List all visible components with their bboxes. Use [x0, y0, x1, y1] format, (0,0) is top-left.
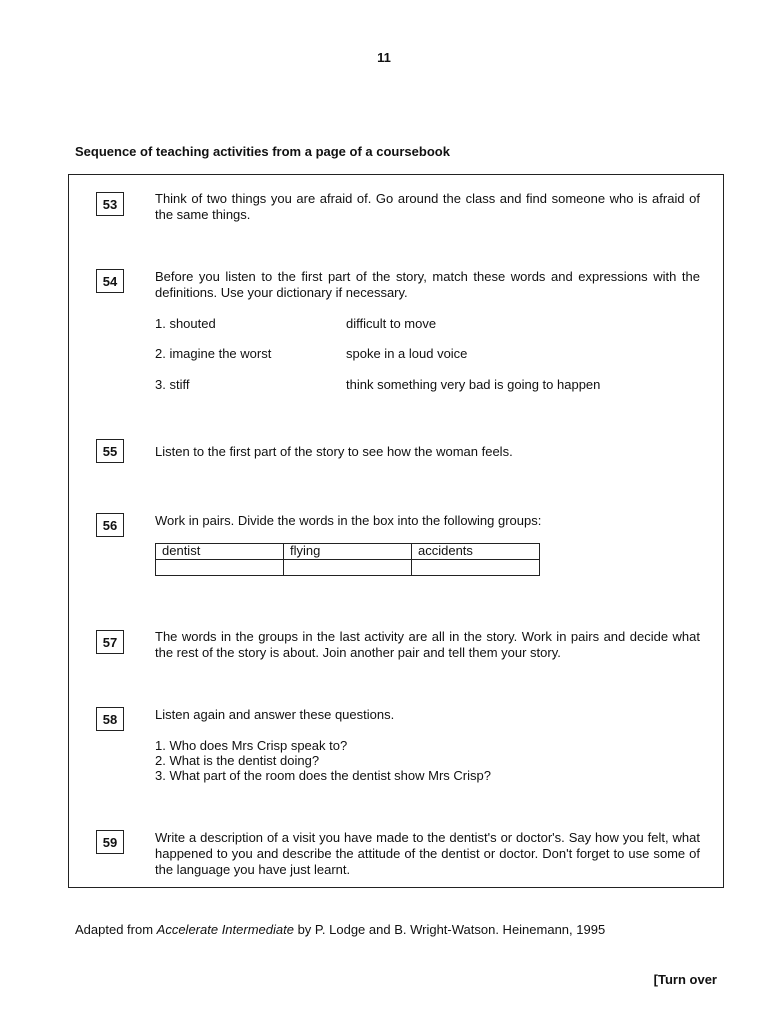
activity-57-instruction: The words in the groups in the last activity are all in the story. Work in pairs and decide what the rest of the story is about. Join another pair and tell them your story.: [155, 629, 700, 660]
section-heading: Sequence of teaching activities from a page of a coursebook: [75, 144, 450, 159]
source-citation: [75, 922, 605, 937]
word-groups-header-row: [156, 544, 540, 560]
activity-number-55: 55: [96, 439, 124, 463]
word-groups-table: [155, 543, 540, 576]
activity-58-instruction: Listen again and answer these questions.: [155, 707, 395, 722]
match-word-2: 2. imagine the worst: [155, 346, 272, 361]
activity-59-instruction: Write a description of a visit you have made to the dentist's or doctor's. Say how you felt, what happened to you and describe the attitude of the dentist or doctor. Don't forget to use some of the language you have just learnt.: [155, 830, 700, 877]
question-3: 3. What part of the room does the dentist show Mrs Crisp?: [155, 768, 491, 783]
match-definition-1: difficult to move: [346, 316, 437, 331]
activity-number-53: 53: [96, 192, 124, 216]
activity-53-instruction: Think of two things you are afraid of. Go around the class and find someone who is afraid of the same things.: [155, 191, 700, 222]
match-word-3: 3. stiff: [155, 377, 190, 392]
group-header-accidents: accidents: [412, 544, 540, 560]
source-book-title: Accelerate Intermediate: [156, 922, 294, 937]
word-groups-empty-row: [156, 560, 540, 576]
group-cell-accidents: [412, 560, 540, 576]
activity-number-54: 54: [96, 269, 124, 293]
activity-54-instruction: Before you listen to the first part of the story, match these words and expressions with the definitions. Use your dictionary if necessary.: [155, 269, 700, 300]
group-header-dentist: dentist: [156, 544, 284, 560]
page-number: 11: [377, 50, 391, 65]
match-word-1: 1. shouted: [155, 316, 216, 331]
activity-number-56: 56: [96, 513, 124, 537]
activity-55-instruction: Listen to the first part of the story to see how the woman feels.: [155, 444, 513, 459]
question-1: 1. Who does Mrs Crisp speak to?: [155, 738, 348, 753]
activity-number-59: 59: [96, 830, 124, 854]
turn-over-label: [Turn over: [653, 972, 717, 987]
activity-number-57: 57: [96, 630, 124, 654]
match-definition-2: spoke in a loud voice: [346, 346, 468, 361]
activity-56-instruction: Work in pairs. Divide the words in the box into the following groups:: [155, 513, 542, 528]
group-cell-dentist: [156, 560, 284, 576]
source-prefix: Adapted from: [75, 922, 157, 937]
group-cell-flying: [284, 560, 412, 576]
match-definition-3: think something very bad is going to happen: [346, 377, 601, 392]
activity-number-58: 58: [96, 707, 124, 731]
source-suffix: by P. Lodge and B. Wright-Watson. Heinemann, 1995: [293, 922, 606, 937]
group-header-flying: flying: [284, 544, 412, 560]
question-2: 2. What is the dentist doing?: [155, 753, 320, 768]
